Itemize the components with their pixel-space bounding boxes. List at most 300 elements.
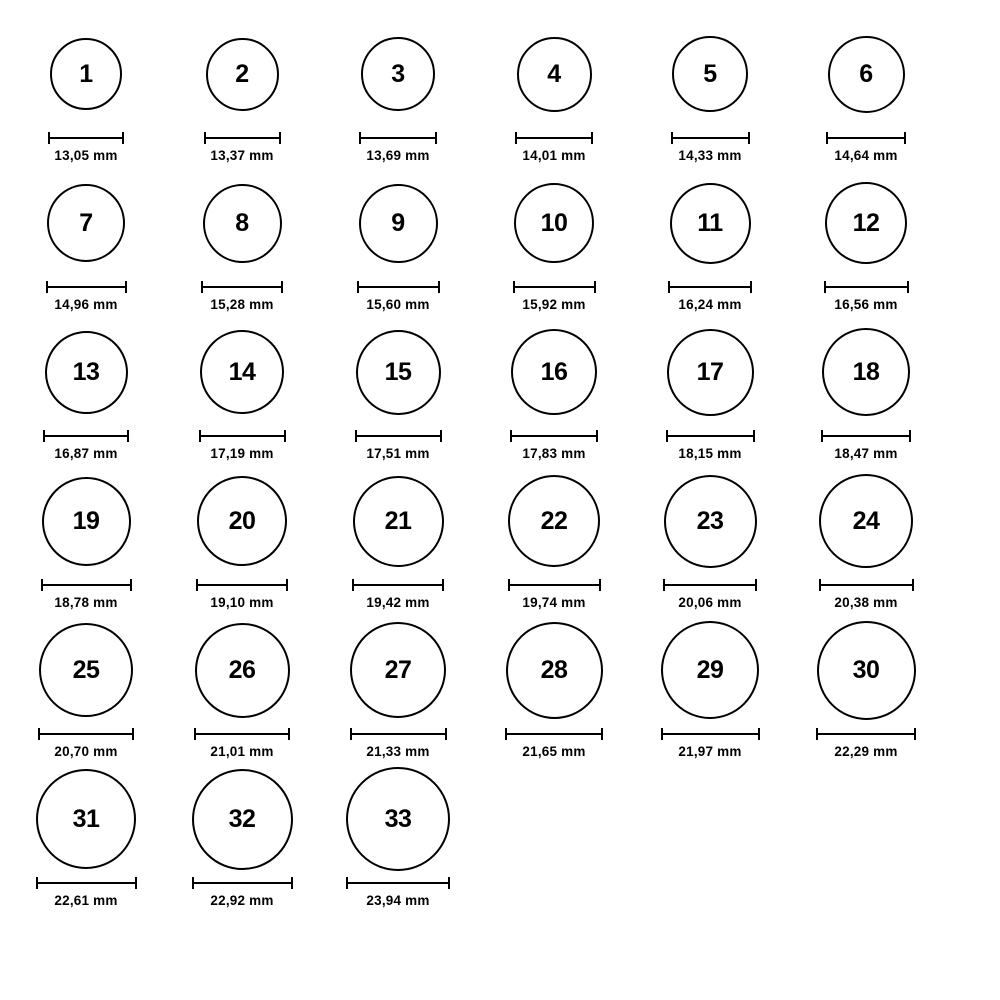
diameter-measure-bar — [661, 728, 760, 739]
diameter-measure-bar — [819, 579, 914, 590]
ring-circle-wrap — [192, 763, 293, 875]
measure-end-cap-right — [594, 281, 596, 293]
measure-end-cap-right — [130, 579, 132, 591]
measure-line — [515, 137, 593, 139]
measure-end-cap-left — [671, 132, 673, 144]
measure-line — [204, 137, 281, 139]
measure-end-cap-left — [508, 579, 510, 591]
measure-end-cap-left — [821, 430, 823, 442]
size-row — [8, 18, 992, 167]
ring-size-cell[interactable] — [788, 614, 944, 759]
ring-circle-wrap — [819, 465, 913, 577]
diameter-measure-bar — [359, 132, 437, 143]
diameter-measure-bar — [196, 579, 288, 590]
ring-size-number: 11 — [697, 208, 723, 237]
measure-end-cap-left — [38, 728, 40, 740]
diameter-label: 17,51 mm — [366, 446, 430, 461]
ring-circle-wrap — [359, 167, 438, 279]
measure-end-cap-left — [194, 728, 196, 740]
ring-size-cell[interactable] — [476, 167, 632, 312]
measure-end-cap-right — [127, 430, 129, 442]
measure-line — [510, 435, 598, 437]
ring-size-number: 8 — [235, 208, 249, 237]
measure-end-cap-left — [510, 430, 512, 442]
ring-circle-wrap — [42, 465, 131, 577]
measure-end-cap-left — [41, 579, 43, 591]
ring-circle-wrap — [203, 167, 282, 279]
ring-size-cell[interactable] — [476, 465, 632, 610]
ring-size-cell[interactable] — [164, 465, 320, 610]
ring-size-cell[interactable] — [320, 18, 476, 163]
diameter-measure-bar — [826, 132, 906, 143]
ring-circle-wrap — [356, 316, 441, 428]
ring-circle-wrap — [822, 316, 910, 428]
measure-end-cap-right — [907, 281, 909, 293]
measure-line — [194, 733, 290, 735]
ring-size-cell[interactable] — [164, 763, 320, 908]
diameter-measure-bar — [510, 430, 598, 441]
measure-end-cap-right — [279, 132, 281, 144]
diameter-label: 22,92 mm — [210, 893, 274, 908]
diameter-label: 16,56 mm — [834, 297, 898, 312]
ring-size-cell[interactable] — [320, 614, 476, 759]
ring-size-number: 13 — [72, 357, 100, 386]
measure-line — [663, 584, 757, 586]
measure-end-cap-left — [515, 132, 517, 144]
diameter-measure-bar — [38, 728, 134, 739]
ring-circle-wrap — [36, 763, 136, 875]
measure-line — [513, 286, 596, 288]
diameter-label: 13,05 mm — [54, 148, 118, 163]
measure-end-cap-left — [668, 281, 670, 293]
measure-end-cap-right — [750, 281, 752, 293]
ring-circle-wrap — [39, 614, 133, 726]
measure-end-cap-right — [596, 430, 598, 442]
diameter-measure-bar — [671, 132, 750, 143]
diameter-label: 21,97 mm — [678, 744, 742, 759]
measure-end-cap-left — [359, 132, 361, 144]
ring-size-cell[interactable] — [320, 465, 476, 610]
ring-circle — [346, 767, 450, 871]
measure-end-cap-right — [445, 728, 447, 740]
measure-end-cap-left — [826, 132, 828, 144]
measure-line — [661, 733, 760, 735]
measure-line — [346, 882, 450, 884]
diameter-label: 23,94 mm — [366, 893, 430, 908]
measure-line — [350, 733, 447, 735]
diameter-measure-bar — [355, 430, 442, 441]
measure-end-cap-right — [281, 281, 283, 293]
ring-circle — [672, 36, 748, 112]
measure-end-cap-right — [438, 281, 440, 293]
diameter-label: 20,70 mm — [54, 744, 118, 759]
measure-line — [43, 435, 129, 437]
diameter-measure-bar — [515, 132, 593, 143]
measure-end-cap-right — [748, 132, 750, 144]
diameter-measure-bar — [43, 430, 129, 441]
diameter-label: 14,64 mm — [834, 148, 898, 163]
ring-size-number: 2 — [235, 59, 249, 88]
ring-circle — [45, 331, 128, 414]
diameter-label: 16,87 mm — [54, 446, 118, 461]
size-row — [8, 614, 992, 763]
ring-size-cell[interactable] — [632, 18, 788, 163]
ring-size-cell[interactable] — [320, 316, 476, 461]
ring-circle-wrap — [346, 763, 450, 875]
measure-end-cap-left — [505, 728, 507, 740]
ring-circle-wrap — [517, 18, 592, 130]
diameter-label: 21,65 mm — [522, 744, 586, 759]
measure-end-cap-right — [135, 877, 137, 889]
measure-end-cap-left — [43, 430, 45, 442]
ring-circle-wrap — [350, 614, 446, 726]
measure-end-cap-right — [284, 430, 286, 442]
diameter-measure-bar — [199, 430, 286, 441]
diameter-label: 18,47 mm — [834, 446, 898, 461]
ring-size-cell[interactable] — [164, 167, 320, 312]
ring-size-number: 5 — [703, 59, 717, 88]
diameter-measure-bar — [46, 281, 127, 292]
ring-size-number: 7 — [79, 208, 93, 237]
ring-circle — [517, 37, 592, 112]
ring-circle-wrap — [514, 167, 594, 279]
ring-circle — [514, 183, 594, 263]
ring-circle — [203, 184, 282, 263]
measure-end-cap-left — [663, 579, 665, 591]
diameter-measure-bar — [346, 877, 450, 888]
diameter-measure-bar — [821, 430, 911, 441]
ring-circle — [828, 36, 905, 113]
measure-end-cap-left — [346, 877, 348, 889]
ring-circle-wrap — [45, 316, 128, 428]
measure-end-cap-left — [196, 579, 198, 591]
diameter-measure-bar — [666, 430, 755, 441]
measure-end-cap-left — [352, 579, 354, 591]
ring-circle-wrap — [667, 316, 754, 428]
diameter-measure-bar — [48, 132, 124, 143]
diameter-label: 13,69 mm — [366, 148, 430, 163]
ring-size-number: 32 — [228, 804, 256, 833]
diameter-label: 14,96 mm — [54, 297, 118, 312]
measure-line — [668, 286, 752, 288]
ring-size-cell[interactable] — [476, 18, 632, 163]
ring-circle — [353, 476, 444, 567]
ring-circle-wrap — [664, 465, 757, 577]
measure-line — [41, 584, 132, 586]
ring-size-number: 16 — [540, 357, 568, 386]
ring-circle-wrap — [206, 18, 279, 130]
measure-line — [508, 584, 601, 586]
diameter-label: 14,01 mm — [522, 148, 586, 163]
diameter-label: 21,01 mm — [210, 744, 274, 759]
diameter-measure-bar — [204, 132, 281, 143]
measure-line — [46, 286, 127, 288]
measure-end-cap-left — [355, 430, 357, 442]
diameter-label: 15,60 mm — [366, 297, 430, 312]
measure-end-cap-left — [46, 281, 48, 293]
measure-end-cap-left — [204, 132, 206, 144]
ring-size-cell[interactable] — [164, 614, 320, 759]
diameter-measure-bar — [201, 281, 283, 292]
diameter-label: 13,37 mm — [210, 148, 274, 163]
ring-size-number: 17 — [696, 357, 724, 386]
diameter-label: 15,92 mm — [522, 297, 586, 312]
measure-end-cap-right — [288, 728, 290, 740]
measure-end-cap-left — [816, 728, 818, 740]
ring-circle — [350, 622, 446, 718]
ring-circle-wrap — [817, 614, 916, 726]
diameter-measure-bar — [41, 579, 132, 590]
ring-size-number: 21 — [384, 506, 412, 535]
ring-size-number: 22 — [540, 506, 568, 535]
ring-circle — [359, 184, 438, 263]
diameter-label: 22,29 mm — [834, 744, 898, 759]
ring-size-cell[interactable] — [632, 614, 788, 759]
ring-circle-wrap — [511, 316, 597, 428]
diameter-measure-bar — [513, 281, 596, 292]
ring-circle — [361, 37, 435, 111]
ring-size-number: 25 — [72, 655, 100, 684]
ring-circle — [195, 623, 290, 718]
measure-line — [38, 733, 134, 735]
ring-size-cell[interactable] — [8, 167, 164, 312]
ring-circle-wrap — [828, 18, 905, 130]
diameter-measure-bar — [192, 877, 293, 888]
ring-size-cell[interactable] — [320, 763, 476, 908]
ring-size-cell[interactable] — [476, 316, 632, 461]
diameter-label: 19,10 mm — [210, 595, 274, 610]
ring-circle — [50, 38, 122, 110]
ring-size-number: 3 — [391, 59, 405, 88]
diameter-label: 14,33 mm — [678, 148, 742, 163]
measure-end-cap-left — [357, 281, 359, 293]
ring-circle-wrap — [47, 167, 125, 279]
ring-circle — [670, 183, 751, 264]
measure-line — [819, 584, 914, 586]
measure-end-cap-right — [440, 430, 442, 442]
measure-end-cap-right — [758, 728, 760, 740]
ring-circle — [508, 475, 600, 567]
measure-end-cap-right — [904, 132, 906, 144]
ring-circle-wrap — [825, 167, 907, 279]
ring-circle — [819, 474, 913, 568]
ring-size-cell[interactable] — [164, 316, 320, 461]
ring-circle — [39, 623, 133, 717]
ring-size-cell[interactable] — [8, 614, 164, 759]
ring-circle — [206, 38, 279, 111]
ring-size-cell[interactable] — [788, 18, 944, 163]
diameter-label: 15,28 mm — [210, 297, 274, 312]
ring-size-number: 20 — [228, 506, 256, 535]
diameter-measure-bar — [508, 579, 601, 590]
ring-circle — [47, 184, 125, 262]
ring-circle-wrap — [353, 465, 444, 577]
measure-line — [201, 286, 283, 288]
measure-line — [48, 137, 124, 139]
measure-end-cap-right — [122, 132, 124, 144]
ring-size-number: 23 — [696, 506, 724, 535]
ring-circle — [661, 621, 759, 719]
diameter-label: 17,19 mm — [210, 446, 274, 461]
ring-circle-wrap — [661, 614, 759, 726]
ring-size-cell[interactable] — [632, 465, 788, 610]
ring-circle-wrap — [508, 465, 600, 577]
measure-end-cap-right — [755, 579, 757, 591]
diameter-label: 19,42 mm — [366, 595, 430, 610]
measure-end-cap-right — [125, 281, 127, 293]
ring-size-cell[interactable] — [632, 167, 788, 312]
diameter-label: 19,74 mm — [522, 595, 586, 610]
measure-line — [192, 882, 293, 884]
diameter-label: 20,38 mm — [834, 595, 898, 610]
measure-line — [355, 435, 442, 437]
measure-end-cap-left — [36, 877, 38, 889]
measure-end-cap-right — [914, 728, 916, 740]
diameter-measure-bar — [357, 281, 440, 292]
ring-circle — [192, 769, 293, 870]
measure-line — [821, 435, 911, 437]
ring-circle-wrap — [361, 18, 435, 130]
ring-size-cell[interactable] — [8, 763, 164, 908]
measure-end-cap-right — [912, 579, 914, 591]
measure-end-cap-right — [909, 430, 911, 442]
measure-end-cap-right — [601, 728, 603, 740]
ring-circle — [667, 329, 754, 416]
measure-line — [671, 137, 750, 139]
measure-end-cap-right — [599, 579, 601, 591]
diameter-measure-bar — [36, 877, 137, 888]
measure-end-cap-left — [824, 281, 826, 293]
ring-size-cell[interactable] — [8, 18, 164, 163]
ring-circle — [200, 330, 284, 414]
measure-end-cap-right — [448, 877, 450, 889]
ring-size-number: 14 — [228, 357, 256, 386]
measure-end-cap-right — [286, 579, 288, 591]
ring-size-number: 30 — [852, 655, 880, 684]
diameter-label: 22,61 mm — [54, 893, 118, 908]
measure-line — [36, 882, 137, 884]
diameter-measure-bar — [816, 728, 916, 739]
diameter-label: 21,33 mm — [366, 744, 430, 759]
ring-circle — [664, 475, 757, 568]
ring-size-number: 18 — [852, 357, 880, 386]
measure-line — [196, 584, 288, 586]
ring-circle — [825, 182, 907, 264]
measure-end-cap-left — [513, 281, 515, 293]
ring-circle — [817, 621, 916, 720]
ring-circle-wrap — [200, 316, 284, 428]
ring-size-number: 31 — [72, 804, 100, 833]
ring-size-cell[interactable] — [788, 167, 944, 312]
diameter-measure-bar — [668, 281, 752, 292]
measure-line — [505, 733, 603, 735]
ring-size-number: 27 — [384, 655, 412, 684]
ring-size-cell[interactable] — [788, 465, 944, 610]
ring-size-number: 9 — [391, 208, 405, 237]
ring-circle-wrap — [197, 465, 287, 577]
ring-size-number: 1 — [79, 59, 93, 88]
measure-line — [666, 435, 755, 437]
ring-size-cell[interactable] — [164, 18, 320, 163]
diameter-label: 18,78 mm — [54, 595, 118, 610]
measure-end-cap-left — [350, 728, 352, 740]
ring-size-number: 29 — [696, 655, 724, 684]
measure-end-cap-right — [442, 579, 444, 591]
ring-circle — [506, 622, 603, 719]
ring-circle — [511, 329, 597, 415]
ring-circle-wrap — [195, 614, 290, 726]
diameter-label: 16,24 mm — [678, 297, 742, 312]
diameter-label: 17,83 mm — [522, 446, 586, 461]
measure-line — [816, 733, 916, 735]
diameter-measure-bar — [350, 728, 447, 739]
measure-end-cap-left — [201, 281, 203, 293]
measure-line — [352, 584, 444, 586]
measure-line — [826, 137, 906, 139]
ring-size-cell[interactable] — [788, 316, 944, 461]
ring-circle-wrap — [50, 18, 122, 130]
ring-size-number: 24 — [852, 506, 880, 535]
size-row — [8, 763, 992, 912]
diameter-measure-bar — [663, 579, 757, 590]
measure-end-cap-right — [435, 132, 437, 144]
measure-end-cap-right — [591, 132, 593, 144]
ring-size-number: 6 — [859, 59, 873, 88]
measure-end-cap-right — [291, 877, 293, 889]
measure-end-cap-right — [132, 728, 134, 740]
ring-circle — [36, 769, 136, 869]
measure-line — [359, 137, 437, 139]
ring-circle — [356, 330, 441, 415]
ring-circle — [822, 328, 910, 416]
measure-end-cap-left — [819, 579, 821, 591]
measure-end-cap-left — [666, 430, 668, 442]
ring-size-cell[interactable] — [8, 465, 164, 610]
ring-size-number: 19 — [72, 506, 100, 535]
ring-circle-wrap — [670, 167, 751, 279]
ring-size-number: 33 — [384, 804, 412, 833]
ring-size-number: 28 — [540, 655, 568, 684]
measure-line — [824, 286, 909, 288]
measure-end-cap-left — [192, 877, 194, 889]
diameter-measure-bar — [824, 281, 909, 292]
ring-size-number: 15 — [384, 357, 412, 386]
measure-end-cap-right — [753, 430, 755, 442]
measure-end-cap-left — [199, 430, 201, 442]
ring-size-cell[interactable] — [320, 167, 476, 312]
ring-circle-wrap — [506, 614, 603, 726]
ring-size-cell[interactable] — [632, 316, 788, 461]
measure-line — [357, 286, 440, 288]
diameter-measure-bar — [194, 728, 290, 739]
ring-size-cell[interactable] — [8, 316, 164, 461]
ring-circle — [197, 476, 287, 566]
diameter-measure-bar — [352, 579, 444, 590]
size-row — [8, 316, 992, 465]
diameter-measure-bar — [505, 728, 603, 739]
measure-line — [199, 435, 286, 437]
ring-circle-wrap — [672, 18, 748, 130]
diameter-label: 18,15 mm — [678, 446, 742, 461]
size-row — [8, 465, 992, 614]
ring-size-number: 4 — [547, 59, 561, 88]
measure-end-cap-left — [661, 728, 663, 740]
ring-circle — [42, 477, 131, 566]
ring-size-cell[interactable] — [476, 614, 632, 759]
diameter-label: 20,06 mm — [678, 595, 742, 610]
measure-end-cap-left — [48, 132, 50, 144]
ring-size-number: 12 — [852, 208, 880, 237]
